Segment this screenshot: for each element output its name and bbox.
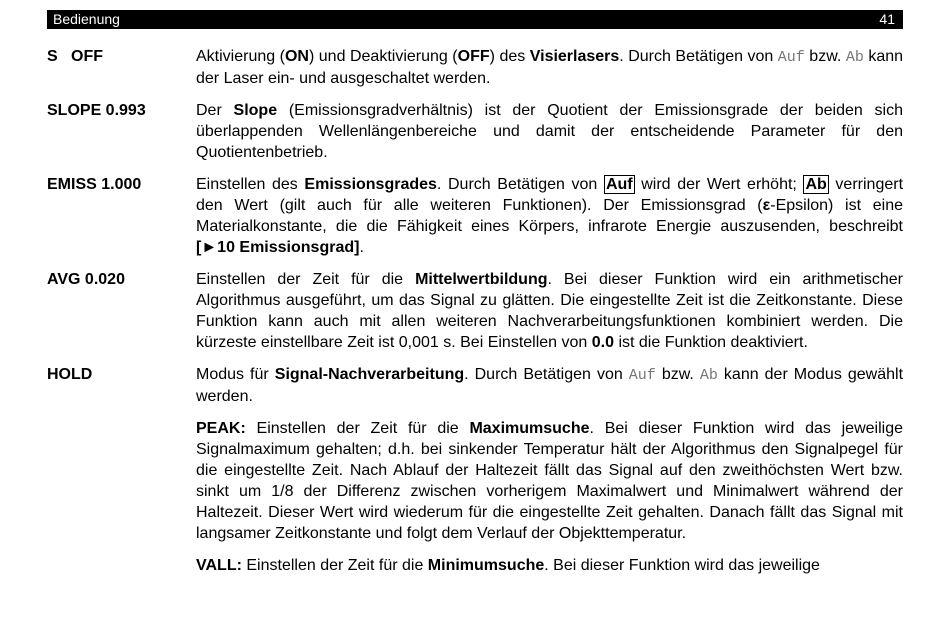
- text: -Epsilon) ist eine Materialkonstante, die die Fähigkeit eines Körpers, infrarote Energie auszusenden, beschreibt: [196, 197, 904, 235]
- text: (Emissionsgradverhältnis) ist der Quotient der Emissionsgrade der beiden sich überlappenden Wellenlängenbereiche und damit der entscheidende Parameter für den Quotientenbetrieb.: [196, 102, 903, 161]
- text: Einstellen der Zeit für die: [241, 557, 428, 574]
- text: kann der Modus gewählt werden.: [196, 366, 904, 405]
- entry-avg: [47, 269, 903, 353]
- key-ab-boxed: Ab: [805, 176, 827, 193]
- entry-description: [196, 269, 903, 353]
- page-header: [47, 10, 903, 29]
- keyword-signal-nachverarbeitung: Signal-Nachverarbeitung: [274, 366, 465, 383]
- text: . Durch Betätigen von: [436, 176, 604, 193]
- text: ist die Funktion deaktiviert.: [614, 334, 808, 351]
- text: wird der Wert erhöht;: [634, 176, 804, 193]
- text: Einstellen der Zeit für die: [245, 420, 470, 437]
- entry-slope: [47, 100, 903, 163]
- text: Modus für: [196, 366, 275, 383]
- entry-hold: [47, 364, 903, 576]
- keyword-mittelwertbildung: Mittelwertbildung: [415, 271, 548, 288]
- entry-description: [196, 174, 903, 258]
- vall-label: VALL:: [196, 557, 242, 574]
- entry-term: S OFF: [47, 48, 103, 65]
- keyword-maximumsuche: Maximumsuche: [469, 420, 590, 437]
- section-title: Bedienung: [53, 11, 120, 27]
- entry-description: [196, 364, 903, 576]
- key-auf: Auf: [777, 49, 805, 66]
- text: . Durch Betätigen von: [464, 366, 629, 383]
- peak-paragraph: [196, 418, 903, 544]
- text: verringert den Wert (gilt auch für alle weiteren Funktionen). Der Emissionsgrad (: [196, 176, 904, 214]
- keyword-visierlaser: Visierlasers: [529, 48, 620, 65]
- keyword-emissionsgrad: Emissionsgrades: [304, 176, 437, 193]
- text: . Bei dieser Funktion wird ein arithmetischer Algorithmus ausgeführt, um das Signal zu glätten. Die eingestellte Zeit ist die Zeitkonstante. Diese Funktion kann auch mit allen weiteren Nachverarbeitungsfunktionen kombiniert werden. Die kürzeste einstellbare Zeit ist 0,001 s. Bei Einstellen von: [196, 271, 904, 351]
- entry-term: AVG 0.020: [47, 271, 125, 288]
- text: . Bei dieser Funktion wird das jeweilige: [544, 557, 820, 574]
- page-number: 41: [879, 11, 895, 27]
- cross-reference: [►10 Emissionsgrad]: [196, 239, 360, 256]
- key-ab: Ab: [845, 49, 864, 66]
- entry-term: EMISS 1.000: [47, 176, 142, 193]
- text: ) des: [489, 48, 530, 65]
- text: .: [359, 239, 364, 256]
- entry-description: [196, 100, 903, 163]
- text: Einstellen des: [196, 176, 305, 193]
- key-ab: Ab: [699, 367, 718, 384]
- entry-description: [196, 46, 903, 89]
- keyword-on: ON: [284, 48, 309, 65]
- text: Aktivierung (: [196, 48, 285, 65]
- text: Einstellen der Zeit für die: [196, 271, 416, 288]
- keyword-slope: Slope: [233, 102, 278, 119]
- parameter-list: [47, 46, 903, 587]
- keyword-minimumsuche: Minimumsuche: [427, 557, 545, 574]
- entry-laser: [47, 46, 903, 89]
- text: bzw.: [804, 48, 846, 65]
- value-zero: 0.0: [591, 334, 615, 351]
- text: . Bei dieser Funktion wird das jeweilige Signalmaximum gehalten; d.h. bei sinkender Temperatur hält der Algorithmus den Signalpegel für die eingestellte Zeit. Nach Ablauf der Haltezeit fällt das Signal auf den zweithöchsten Wert bzw. sinkt um 1/8 der Differenz zwischen vorherigem Maximalwert und Minimalwert während der Haltezeit. Dieser Wert wird wiederum für die eingestellte Zeit gehalten. Danach fällt das Signal mit langsamer Zeitkonstante und folgt dem Verlauf der Objekttemperatur.: [196, 420, 903, 542]
- entry-term: HOLD: [47, 366, 93, 383]
- keyword-off: OFF: [457, 48, 490, 65]
- vall-paragraph: [196, 555, 903, 576]
- entry-emiss: [47, 174, 903, 258]
- text: ) und Deaktivierung (: [308, 48, 458, 65]
- epsilon-symbol: ε: [762, 197, 771, 214]
- text: bzw.: [655, 366, 700, 383]
- text: . Durch Betätigen von: [619, 48, 778, 65]
- text: Der: [196, 102, 234, 119]
- key-auf-boxed: Auf: [605, 176, 633, 193]
- key-auf: Auf: [628, 367, 656, 384]
- entry-term: SLOPE 0.993: [47, 102, 146, 119]
- peak-label: PEAK:: [196, 420, 246, 437]
- text: kann der Laser ein- und ausgeschaltet werden.: [196, 48, 904, 87]
